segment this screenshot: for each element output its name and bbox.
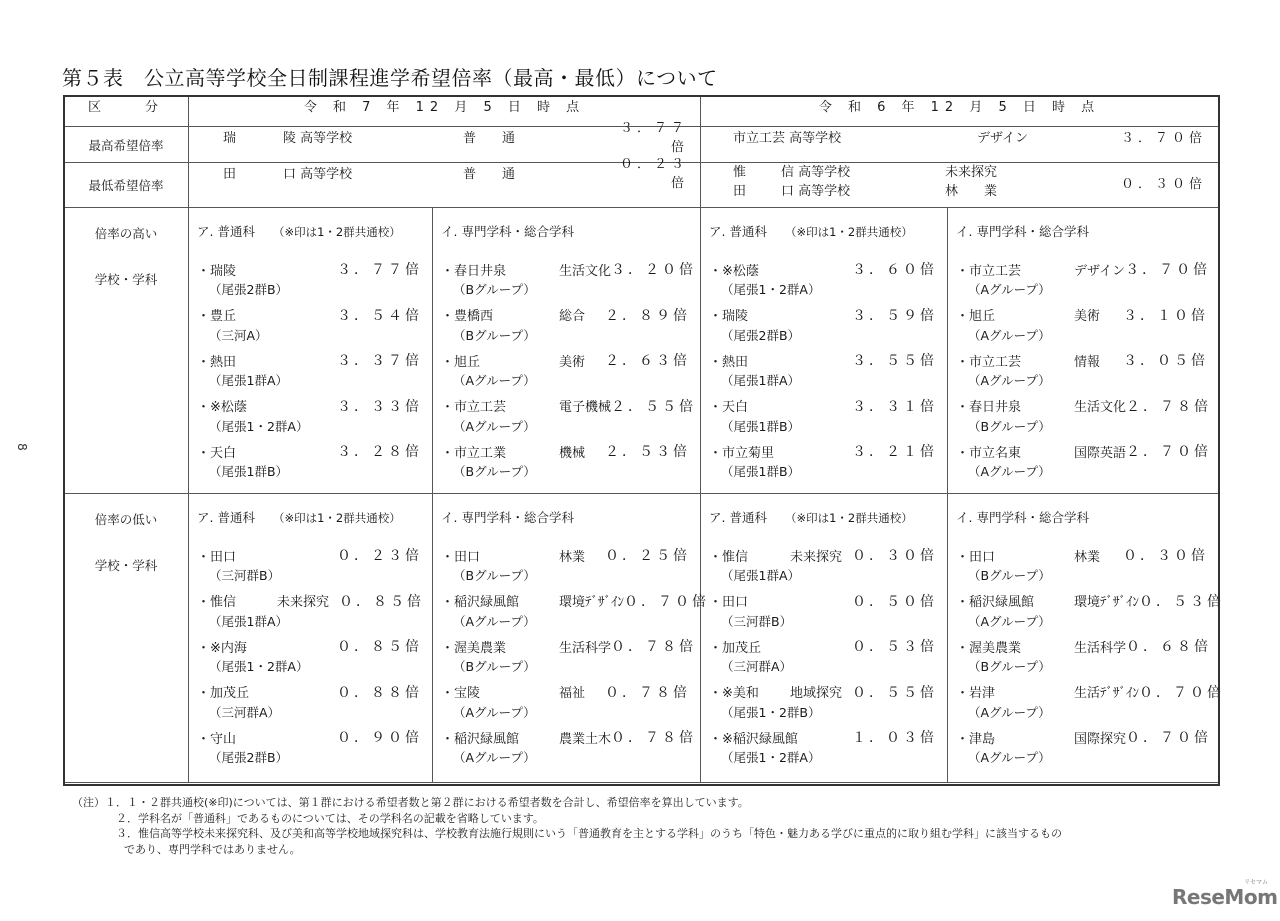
school-name: ・春日井泉 (441, 263, 507, 279)
group-label: （三河群A） (209, 704, 281, 720)
section-heading: ア. 普通科 (197, 510, 255, 525)
list-item (709, 349, 937, 395)
list-item (709, 544, 937, 590)
group-label: （Bグループ） (968, 659, 1051, 674)
rate-value: ２．５３倍 (605, 444, 690, 460)
rate-value: ０．３０倍 (1123, 548, 1208, 564)
group-label: （三河A） (209, 327, 268, 343)
dept-name: 国際英語 (1074, 445, 1127, 461)
school-name: ・加茂丘 (197, 686, 250, 701)
list-item (197, 440, 422, 486)
group-label: （Aグループ） (453, 418, 536, 434)
dept-name: 国際探究 (1074, 731, 1127, 747)
rate-value: ３．２０倍 (611, 262, 697, 278)
label-line2: 学校・学科 (94, 272, 158, 287)
list-item (441, 681, 690, 727)
dept-name: デザイン (977, 130, 1029, 146)
list-item (441, 635, 697, 681)
label-line2: 学校・学科 (94, 558, 158, 573)
low-section-label (64, 494, 189, 783)
dept-name: 総合 (559, 309, 586, 324)
section-heading: イ. 専門学科・総合学科 (956, 510, 1089, 525)
section-note: （※印は1・2群共通校） (272, 225, 401, 239)
list-item (709, 258, 937, 304)
group-label: （尾張1群A） (721, 568, 801, 583)
dept-name: 情報 (1074, 354, 1101, 370)
rate-value: ０．５０倍 (852, 593, 937, 610)
rate-value: ３．５５倍 (852, 353, 937, 369)
rate-value: ３．１０倍 (1123, 307, 1208, 324)
dept-name: 機械 (559, 445, 586, 461)
list-item (956, 635, 1212, 681)
group-label: （尾張1群B） (721, 418, 801, 434)
rate-value: ３．２８倍 (337, 444, 422, 460)
low-r7-special (433, 494, 710, 783)
logo-kana: リセマム (1244, 879, 1268, 886)
rate-value: ３．７７倍 (619, 121, 688, 155)
school-name: ・津島 (956, 731, 996, 747)
rate-value: ３．５４倍 (337, 307, 422, 324)
rate-value: ２．７０倍 (1126, 444, 1212, 460)
section-heading: イ. 専門学科・総合学科 (956, 224, 1089, 239)
school-name: ・宝陵 (441, 686, 481, 701)
school-char: 瑞 (223, 130, 237, 146)
dept-name: 未来探究 (789, 549, 842, 565)
dept-name: 福祉 (559, 686, 586, 701)
section-heading: イ. 専門学科・総合学科 (441, 224, 574, 239)
list-item (709, 635, 937, 681)
group-label: （尾張1群A） (721, 373, 801, 388)
section-note: （※印は1・2群共通校） (272, 511, 401, 525)
list-item (441, 590, 710, 636)
group-label: （Aグループ） (453, 373, 536, 388)
school-name: 陵 高等学校 (283, 130, 353, 146)
school-name: ・豊橋西 (441, 309, 494, 324)
list-item (441, 440, 690, 486)
rate-value: ０．６８倍 (1126, 639, 1212, 655)
school-name: ・市立名東 (956, 445, 1022, 461)
dept-name: 生活科学 (1074, 640, 1127, 656)
school-name: ・※松蔭 (197, 400, 247, 415)
school-name: 市立工芸 高等学校 (733, 130, 842, 146)
dept-name: デザイン (1074, 263, 1126, 279)
rate-value: ３．７７倍 (337, 262, 422, 278)
rate-value: １．０３倍 (852, 730, 937, 746)
section-note: （※印は1・2群共通校） (784, 225, 913, 239)
group-label: （三河群A） (721, 659, 793, 674)
rate-value: ２．８９倍 (605, 307, 690, 324)
list-item (197, 544, 422, 590)
school-name: ・豊丘 (197, 309, 237, 324)
school-char: 田 (733, 184, 747, 199)
list-item (197, 681, 422, 727)
label-line1: 倍率の高い (94, 226, 158, 241)
rate-value: ３．２１倍 (852, 444, 937, 460)
dept-name: 環境ﾃﾞｻﾞｲﾝ (559, 595, 625, 610)
dept-name: 林 業 (945, 184, 998, 199)
group-label: （Aグループ） (453, 704, 536, 720)
school-name: 信 高等学校 (781, 165, 851, 180)
high-r6-special (948, 208, 1219, 494)
school-name: ・田口 (956, 549, 996, 565)
lowest-r7-cell (189, 157, 701, 208)
group-label: （尾張2群B） (721, 327, 801, 343)
dept-name: 生活文化 (559, 263, 612, 279)
group-label: （Aグループ） (968, 613, 1051, 629)
list-item (956, 258, 1211, 304)
section-heading: ア. 普通科 (709, 224, 767, 239)
group-label: （尾張1群B） (721, 464, 801, 479)
lowest-label: 最低希望倍率 (64, 163, 189, 208)
list-item (197, 258, 422, 304)
school-name: ・※内海 (197, 640, 247, 656)
section-heading: ア. 普通科 (197, 224, 255, 239)
list-item (441, 304, 690, 350)
school-name: ・渥美農業 (441, 640, 507, 656)
group-label: （Aグループ） (968, 373, 1051, 388)
rate-value: ３．３３倍 (337, 398, 422, 415)
rate-value: ０．８５倍 (339, 593, 425, 610)
school-name: ・天白 (709, 400, 749, 415)
rate-value: ３．７０倍 (1120, 130, 1206, 146)
school-name: ・※松蔭 (709, 263, 759, 279)
section-note: （※印は1・2群共通校） (784, 511, 913, 525)
school-name: ・稲沢緑風館 (441, 595, 520, 610)
group-label: （尾張2群B） (209, 750, 289, 765)
rate-value: ３．５９倍 (852, 307, 937, 324)
rate-value: ０．２３倍 (619, 157, 688, 191)
rate-value: ０．２５倍 (605, 548, 690, 564)
group-label: （尾張1群A） (209, 613, 289, 629)
group-label: （Aグループ） (968, 282, 1051, 297)
list-item (709, 440, 937, 486)
school-name: ・旭丘 (441, 354, 481, 370)
school-name: ・※美和 (709, 686, 759, 701)
footnote-3-continued: であり、専門学科ではありません。 (124, 842, 301, 856)
school-name: ・稲沢緑風館 (441, 731, 520, 747)
dept-name: 普 通 (463, 166, 516, 182)
group-label: （尾張1・2群A） (721, 282, 821, 297)
group-label: （尾張1群B） (209, 464, 289, 479)
school-name: ・市立工業 (441, 445, 507, 461)
dept-name: 電子機械 (559, 400, 612, 415)
school-name: ・熱田 (709, 354, 749, 370)
rate-value: ０．７８倍 (611, 730, 697, 746)
rate-value: ３．３７倍 (337, 353, 422, 369)
group-label: （Bグループ） (453, 327, 536, 343)
school-name: ・守山 (197, 731, 237, 747)
list-item (197, 590, 425, 636)
low-r7-general (189, 494, 433, 783)
school-name: ・稲沢緑風館 (956, 595, 1035, 610)
group-label: （Bグループ） (968, 568, 1051, 583)
group-label: （Aグループ） (968, 464, 1051, 479)
high-ratio-section (64, 208, 1219, 494)
group-label: （尾張1群A） (209, 373, 289, 388)
page-number: 8 (14, 443, 29, 451)
school-char: 惟 (733, 165, 747, 180)
dept-name: 林業 (1074, 549, 1101, 565)
rate-value: ０．２３倍 (337, 548, 422, 564)
footnote-2: ２．学科名が「普通科」であるものについては、その学科名の記載を省略しています。 (116, 811, 544, 825)
list-item (956, 590, 1225, 636)
list-item (709, 395, 937, 441)
rate-value: ３．３１倍 (852, 398, 937, 415)
school-name: ・市立工芸 (441, 400, 507, 415)
dept-name: 生活ﾃﾞｻﾞｲﾝ (1074, 686, 1140, 701)
list-item (709, 590, 937, 636)
rate-value: ３．０５倍 (1123, 353, 1208, 369)
group-label: （三河群B） (209, 568, 281, 583)
ratio-table (63, 95, 1225, 783)
school-name: ・惟信 (709, 549, 749, 565)
school-name: ・春日井泉 (956, 400, 1022, 415)
group-label: （Aグループ） (453, 613, 536, 629)
list-item (441, 395, 697, 441)
school-name: ・※稲沢緑風館 (709, 731, 798, 747)
list-item (441, 726, 697, 772)
list-item (197, 304, 422, 350)
high-r7-special (433, 208, 701, 494)
list-item (956, 304, 1208, 350)
rate-value: ３．６０倍 (852, 262, 937, 278)
rate-value: ０．７８倍 (611, 639, 697, 655)
rate-value: ０．５５倍 (852, 684, 937, 701)
group-label: （Bグループ） (453, 659, 536, 674)
group-label: （尾張1・2群A） (721, 750, 821, 765)
list-item (441, 349, 690, 395)
rate-value: ０．８５倍 (337, 639, 422, 655)
school-name: ・加茂丘 (709, 640, 762, 656)
group-label: （Bグループ） (453, 282, 536, 297)
rate-value: ０．７０倍 (1139, 684, 1225, 701)
list-item (709, 681, 937, 727)
dept-name: 未来探究 (277, 595, 330, 610)
dept-name: 美術 (559, 354, 586, 370)
low-ratio-section (64, 494, 1219, 783)
school-name: ・惟信 (197, 595, 237, 610)
school-name: ・田口 (709, 595, 749, 610)
group-label: （三河群B） (721, 613, 793, 629)
school-name: ・天白 (197, 445, 237, 461)
dept-name: 美術 (1074, 309, 1101, 324)
school-name: ・田口 (197, 549, 237, 565)
school-name: 口 高等学校 (283, 166, 353, 182)
group-label: （Aグループ） (453, 750, 536, 765)
list-item (441, 258, 697, 304)
school-name: ・瑞陵 (709, 309, 749, 324)
school-name: ・旭丘 (956, 309, 996, 324)
rate-value: ０．７８倍 (605, 684, 690, 701)
high-section-label (64, 208, 189, 494)
rate-value: ０．５３倍 (1139, 593, 1225, 610)
low-r6-special (948, 494, 1225, 783)
dept-name: 普 通 (463, 130, 516, 146)
rate-value: ０．３０倍 (852, 548, 937, 564)
group-label: （Aグループ） (968, 750, 1051, 765)
school-char: 田 (223, 166, 237, 182)
logo-text: ReseMom (1172, 885, 1278, 909)
dept-name: 環境ﾃﾞｻﾞｲﾝ (1074, 595, 1140, 610)
rate-value: ０．８８倍 (337, 684, 422, 701)
school-name: ・渥美農業 (956, 640, 1022, 656)
highest-label: 最高希望倍率 (64, 127, 189, 163)
school-name: 口 高等学校 (781, 184, 851, 199)
list-item (956, 349, 1208, 395)
footnote-1: （注）１．１・２群共通校(※印)については、第１群における希望者数と第２群における希望者数を合計し、希望倍率を算出しています。 (72, 796, 749, 809)
footnote-3: ３．惟信高等学校未来探究科、及び美和高等学校地域探究科は、学校教育法施行規則にいう「普通教育を主とする学科」のうち「特色・魅力ある学びに重点的に取り組む学科」に該当するもの (116, 827, 1062, 840)
rate-value: ２．６３倍 (605, 353, 690, 369)
dept-name: 地域探究 (789, 686, 842, 701)
list-item (956, 395, 1212, 441)
school-name: ・市立菊里 (709, 445, 775, 461)
list-item (709, 304, 937, 350)
header-category: 区 分 (64, 96, 189, 127)
label-line1: 倍率の低い (94, 512, 158, 527)
group-label: （Bグループ） (453, 464, 536, 479)
list-item (197, 726, 422, 772)
list-item (956, 544, 1208, 590)
resemom-logo (1172, 879, 1278, 909)
dept-name: 農業土木 (559, 731, 612, 747)
school-name: ・瑞陵 (197, 263, 237, 279)
rate-value: ０．７０倍 (1126, 730, 1212, 746)
rate-value: ０．７０倍 (624, 593, 710, 610)
highest-r6-cell (701, 127, 1219, 163)
list-item (956, 681, 1225, 727)
school-name: ・岩津 (956, 686, 996, 701)
high-r6-general (701, 208, 948, 494)
lowest-r6-cell (701, 163, 1219, 208)
dept-name: 林業 (559, 549, 586, 565)
rate-value: ０．９０倍 (337, 730, 422, 746)
header-date-r7: 令 和 7 年 12 月 5 日 時 点 (189, 96, 701, 127)
dept-name: 未来探究 (945, 165, 998, 180)
header-date-r6: 令 和 6 年 12 月 5 日 時 点 (701, 96, 1219, 127)
group-label: （Bグループ） (453, 568, 536, 583)
high-r7-general (189, 208, 433, 494)
rate-value: ３．７０倍 (1125, 262, 1211, 278)
group-label: （Bグループ） (968, 418, 1051, 434)
school-name: ・市立工芸 (956, 354, 1022, 370)
school-name: ・田口 (441, 549, 481, 565)
low-r6-general (701, 494, 948, 783)
lowest-ratio-row (64, 163, 1219, 208)
group-label: （Aグループ） (968, 704, 1051, 720)
group-label: （尾張1・2群A） (209, 659, 309, 674)
dept-name: 生活文化 (1074, 400, 1127, 415)
rate-value: ０．５３倍 (852, 639, 937, 655)
school-name: ・市立工芸 (956, 263, 1022, 279)
list-item (441, 544, 690, 590)
group-label: （尾張2群B） (209, 282, 289, 297)
group-label: （Aグループ） (968, 327, 1051, 343)
dept-name: 生活科学 (559, 640, 612, 656)
footnotes (72, 795, 1062, 857)
list-item (197, 395, 422, 441)
rate-value: ０．３０倍 (1120, 176, 1206, 192)
section-heading: ア. 普通科 (709, 510, 767, 525)
list-item (956, 440, 1212, 486)
rate-value: ２．５５倍 (611, 398, 697, 415)
page-title: 第５表 公立高等学校全日制課程進学希望倍率（最高・最低）について (62, 66, 718, 90)
list-item (956, 726, 1212, 772)
list-item (709, 726, 937, 772)
list-item (197, 635, 422, 681)
group-label: （尾張1・2群A） (209, 418, 309, 434)
school-name: ・熱田 (197, 354, 237, 370)
rate-value: ２．７８倍 (1126, 398, 1212, 415)
group-label: （尾張1・2群B） (721, 704, 821, 720)
section-heading: イ. 専門学科・総合学科 (441, 510, 574, 525)
list-item (197, 349, 422, 395)
